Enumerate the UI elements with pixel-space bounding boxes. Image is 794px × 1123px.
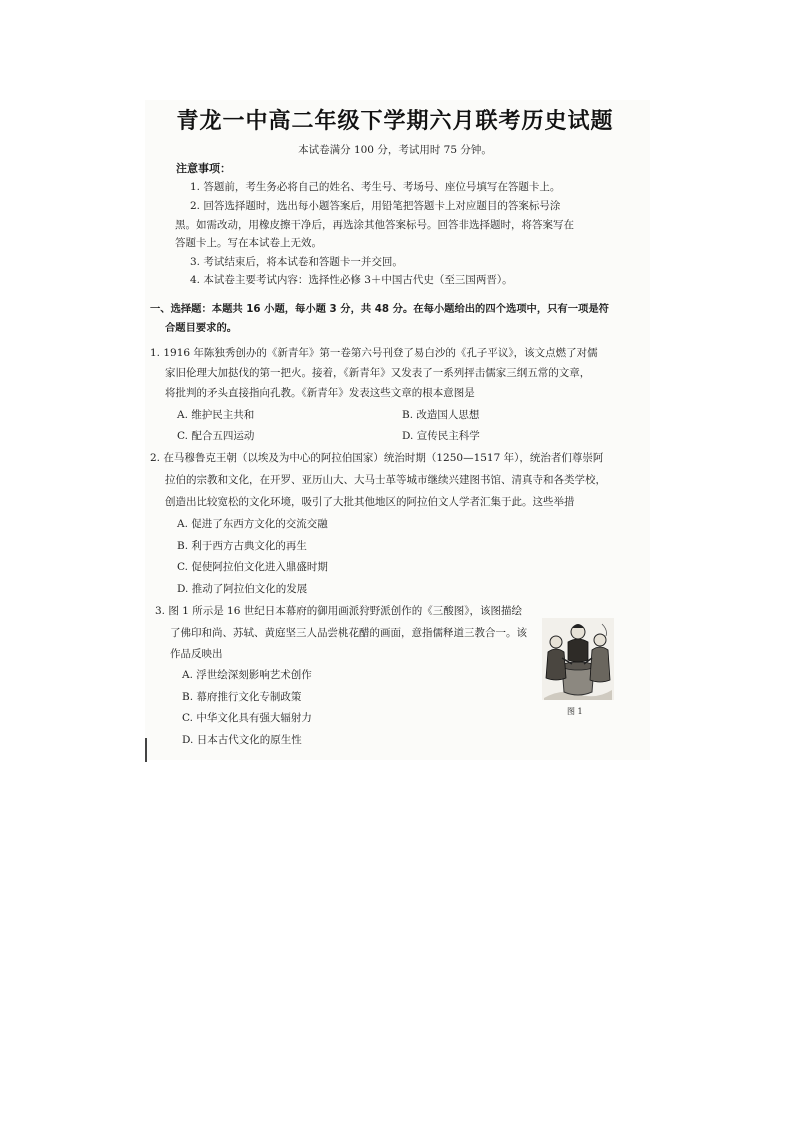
exam-title: 青龙一中高二年级下学期六月联考历史试题 [176, 108, 614, 134]
question-stem-line: 创造出比较宽松的文化环境，吸引了大批其他地区的阿拉伯文人学者汇集于此。这些举措 [165, 496, 575, 508]
notice-heading: 注意事项： [176, 162, 231, 175]
section-heading-cont: 合题目要求的。 [165, 322, 238, 334]
option-b: B. 幕府推行文化专制政策 [182, 691, 302, 703]
option-d: D. 日本古代文化的原生性 [182, 734, 302, 746]
exam-subtitle: 本试卷满分 100 分，考试用时 75 分钟。 [298, 144, 492, 156]
notice-line: 答题卡上。写在本试卷上无效。 [175, 237, 322, 249]
three-vinegar-tasters-painting [542, 618, 614, 700]
section-heading: 一、选择题：本题共 16 小题，每小题 3 分，共 48 分。在每小题给出的四个选项中，只有一项是符 [150, 303, 609, 315]
question-stem-line: 1. 1916 年陈独秀创办的《新青年》第一卷第六号刊登了易白沙的《孔子平议》，该文点燃了对儒 [150, 347, 598, 359]
question-stem-line: 拉伯的宗教和文化，在开罗、亚历山大、大马士革等城市继续兴建图书馆、清真寺和各类学校， [165, 474, 606, 486]
scan-edge-mark [145, 738, 147, 762]
notice-line: 黑。如需改动，用橡皮擦干净后，再选涂其他答案标号。回答非选择题时，将答案写在 [175, 219, 574, 231]
notice-line: 2. 回答选择题时，选出每小题答案后，用铅笔把答题卡上对应题目的答案标号涂 [190, 200, 561, 212]
notice-line: 4. 本试卷主要考试内容：选择性必修 3＋中国古代史（至三国两晋）。 [190, 274, 513, 286]
option-c: C. 中华文化具有强大辐射力 [182, 712, 312, 724]
question-stem-line: 3. 图 1 所示是 16 世纪日本幕府的御用画派狩野派创作的《三酸图》，该图描绘 [155, 605, 522, 617]
option-c: C. 促使阿拉伯文化进入鼎盛时期 [177, 561, 328, 573]
notice-line: 1. 答题前，考生务必将自己的姓名、考生号、考场号、座位号填写在答题卡上。 [190, 181, 561, 193]
notice-line: 3. 考试结束后，将本试卷和答题卡一并交回。 [190, 256, 403, 268]
option-b: B. 改造国人思想 [402, 409, 480, 421]
option-d: D. 推动了阿拉伯文化的发展 [177, 583, 308, 595]
question-stem-line: 2. 在马穆鲁克王朝（以埃及为中心的阿拉伯国家）统治时期（1250—1517 年），统治者们尊崇阿 [150, 452, 604, 464]
option-a: A. 促进了东西方文化的交流交融 [177, 518, 328, 530]
option-a: A. 浮世绘深刻影响艺术创作 [182, 669, 312, 681]
question-stem-line: 作品反映出 [170, 648, 223, 660]
option-a: A. 维护民主共和 [177, 409, 255, 421]
question-stem-line: 将批判的矛头直接指向孔教。《新青年》发表这些文章的根本意图是 [165, 387, 475, 399]
figure-label: 图 1 [567, 707, 583, 716]
question-stem-line: 家旧伦理大加挞伐的第一把火。接着，《新青年》又发表了一系列抨击儒家三纲五常的文章， [165, 367, 591, 379]
option-b: B. 利于西方古典文化的再生 [177, 540, 307, 552]
option-c: C. 配合五四运动 [177, 430, 255, 442]
option-d: D. 宣传民主科学 [402, 430, 480, 442]
question-stem-line: 了佛印和尚、苏轼、黄庭坚三人品尝桃花醋的画面，意指儒释道三教合一。该 [170, 627, 527, 639]
